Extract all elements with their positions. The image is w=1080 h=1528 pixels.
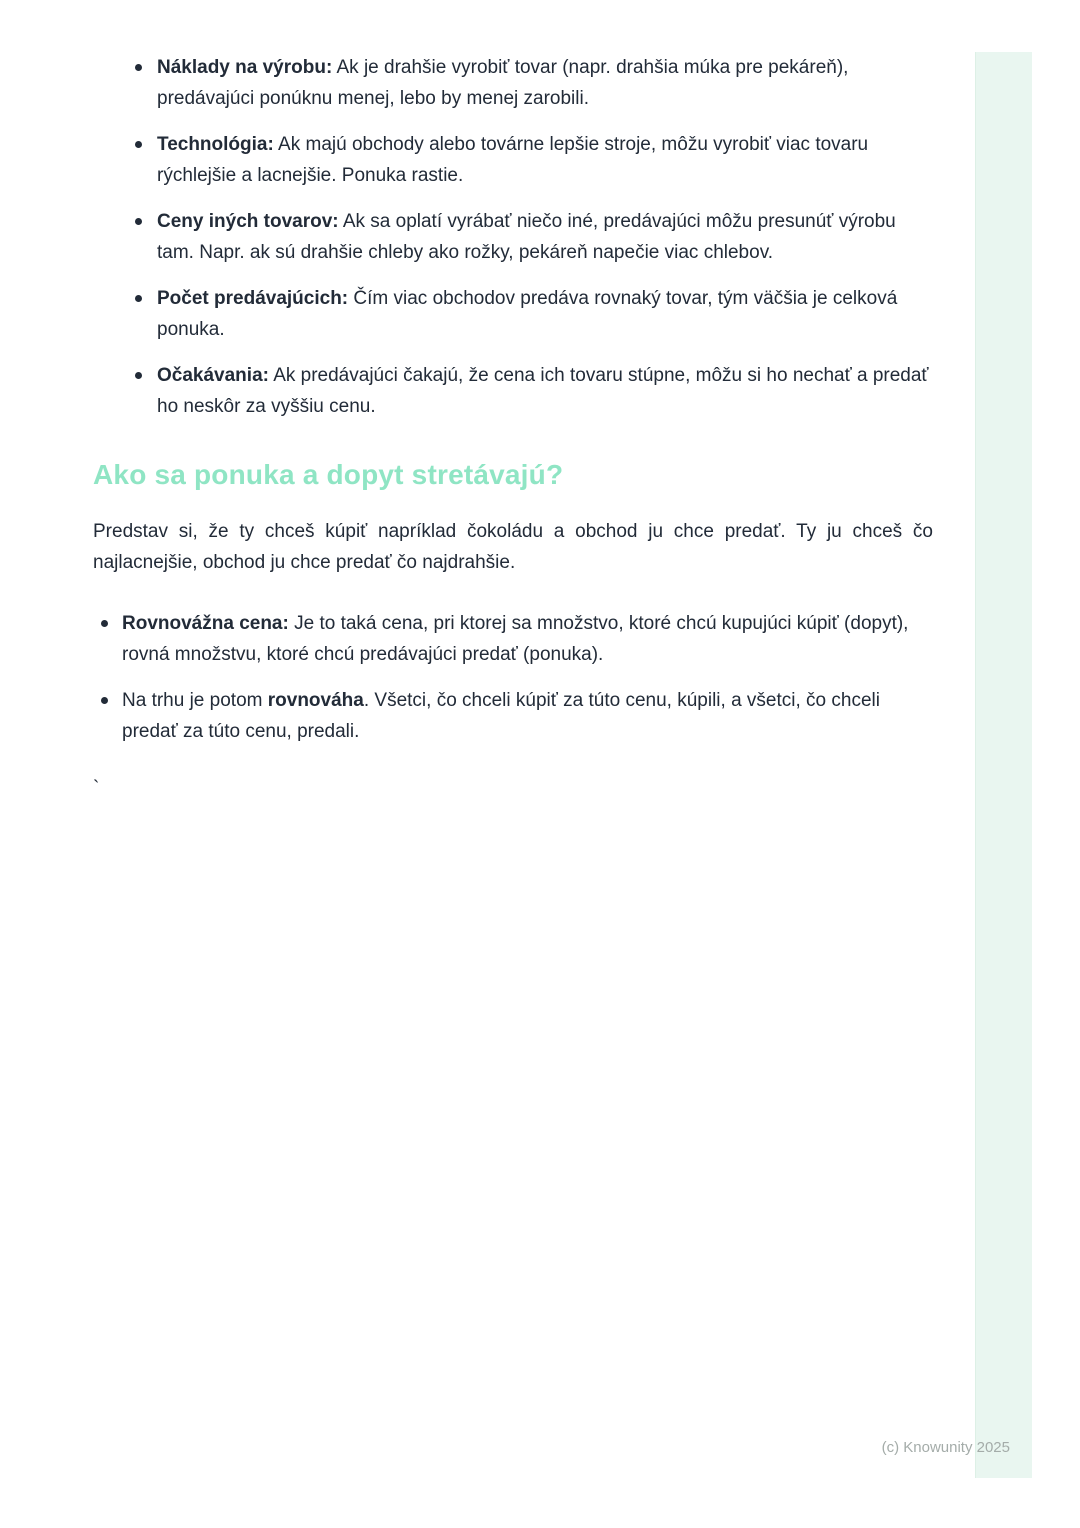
list-item-number-of-sellers: [93, 283, 933, 345]
list-item-expectations: [93, 360, 933, 422]
list-item-equilibrium-price: [93, 608, 933, 670]
item-bold-lead: Rovnovážna cena:: [122, 613, 289, 634]
item-text: Ak sa oplatí vyrábať niečo iné, predávajúci môžu presunúť výrobu tam. Napr. ak sú drahšie chleby ako rožky, pekáreň napečie viac chlebov.: [157, 211, 896, 263]
item-bold-lead: Očakávania:: [157, 365, 269, 386]
section-heading: Ako sa ponuka a dopyt stretávajú?: [93, 459, 564, 490]
item-text: Je to taká cena, pri ktorej sa množstvo, ktoré chcú kupujúci kúpiť (dopyt), rovná množstvu, ktoré chcú predávajúci predať (ponuka).: [122, 613, 909, 665]
item-text: Ak je drahšie vyrobiť tovar (napr. drahšia múka pre pekáreň), predávajúci ponúknu menej, lebo by menej zarobili.: [157, 57, 849, 109]
list-item-technology: [93, 129, 933, 191]
decorative-right-stripe: [975, 52, 1032, 1478]
notes-content: [93, 0, 933, 804]
item-text: Ak predávajúci čakajú, že cena ich tovaru stúpne, môžu si ho nechať a predať ho neskôr za vyššiu cenu.: [157, 365, 929, 417]
item-text: Ak majú obchody alebo továrne lepšie stroje, môžu vyrobiť viac tovaru rýchlejšie a lacnejšie. Ponuka rastie.: [157, 134, 869, 186]
equilibrium-list: [93, 608, 933, 747]
list-item-market-equilibrium: [93, 685, 933, 747]
list-item-other-goods-prices: [93, 206, 933, 268]
intro-paragraph: Predstav si, že ty chceš kúpiť napríklad čokoládu a obchod ju chce predať. Ty ju chceš čo najlacnejšie, obchod ju chce predať čo najdrahšie.: [93, 521, 933, 573]
stray-backtick-mark: `: [93, 778, 100, 799]
list-item-production-costs: [93, 52, 933, 114]
item-bold-lead: Náklady na výrobu:: [157, 57, 333, 78]
item-bold-lead: Počet predávajúcich:: [157, 288, 349, 309]
copyright-footer: (c) Knowunity 2025: [881, 1439, 1010, 1456]
item-text: Čím viac obchodov predáva rovnaký tovar, tým väčšia je celková ponuka.: [157, 288, 898, 340]
item-bold-lead: Technológia:: [157, 134, 274, 155]
item-prefix: Na trhu je potom: [122, 690, 268, 711]
item-bold-lead: rovnováha: [267, 690, 364, 711]
supply-factors-list: [93, 52, 933, 422]
item-bold-lead: Ceny iných tovarov:: [157, 211, 339, 232]
item-text: . Všetci, čo chceli kúpiť za túto cenu, kúpili, a všetci, čo chceli predať za túto cenu, predali.: [122, 690, 880, 742]
